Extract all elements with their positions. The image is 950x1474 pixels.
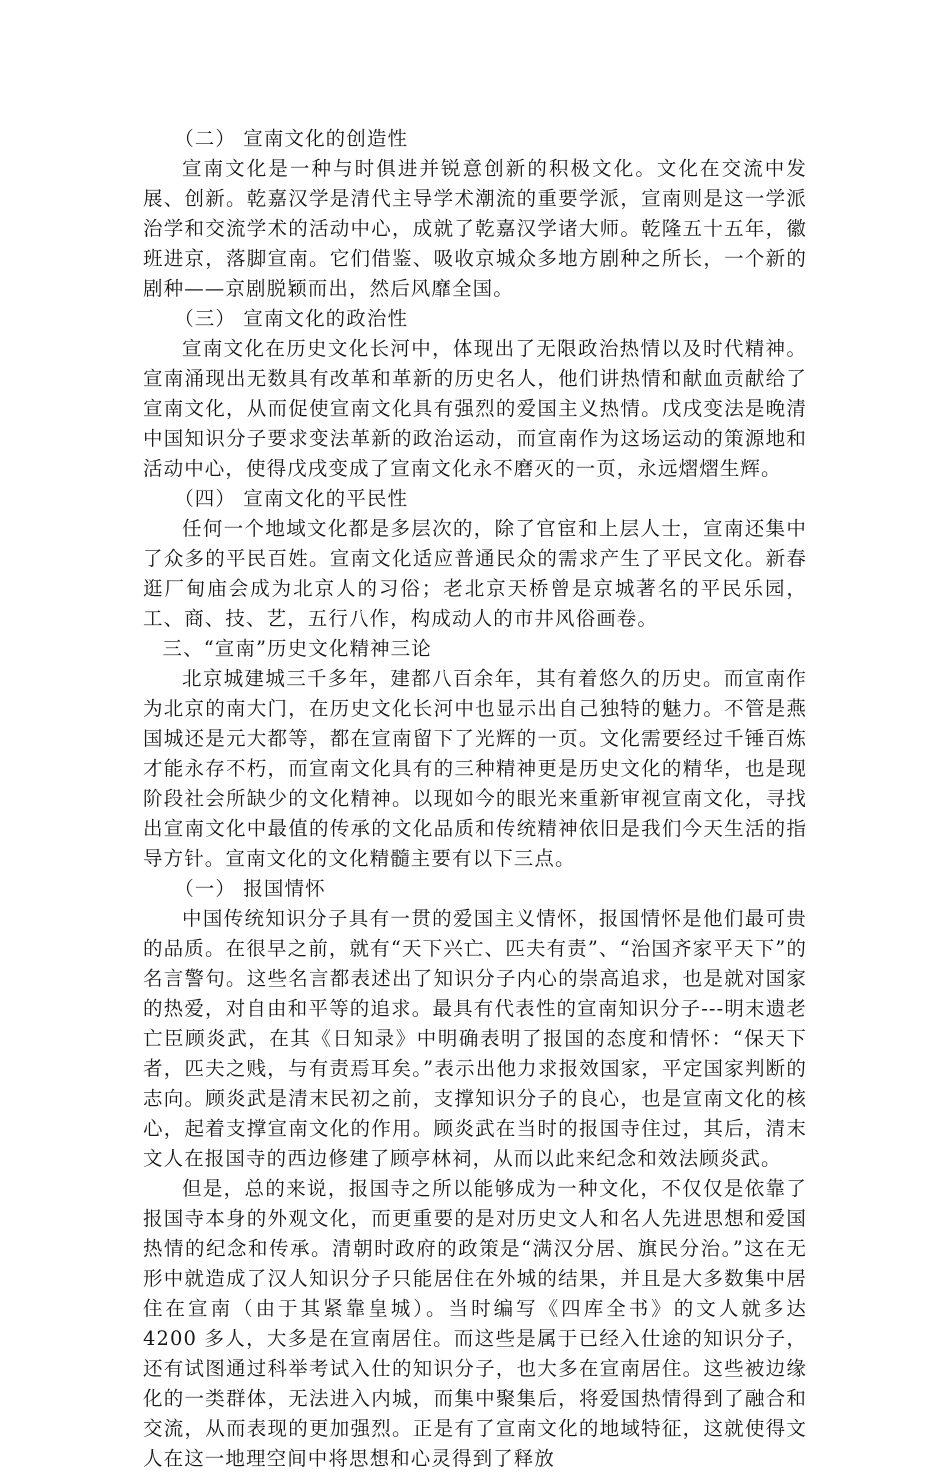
- paragraph-baoguo-temple: 但是，总的来说，报国寺之所以能够成为一种文化，不仅仅是依靠了报国寺本身的外观文化，而更重要的是对历史文人和名人先进思想和爱国热情的纪念和传承。清朝时政府的政策是“满汉分居、旗民分治。”这在无形中就造成了汉人知识分子只能居住在外城的结果，并且是大多数集中居住在宣南（由于其紧靠皇城）。当时编写《四库全书》的文人就多达 4200 多人，大多是在宣南居住。而这些是属于已经入仕途的知识分子，还有试图通过科举考试入仕的知识分子，也大多在宣南居住。这些被边缘化的一类群体，无法进入内城，而集中聚集后，将爱国热情得到了融合和交流，从而表现的更加强烈。正是有了宣南文化的地域特征，这就使得文人在这一地理空间中将思想和心灵得到了释放: [143, 1177, 807, 1470]
- paragraph-patriotism: 中国传统知识分子具有一贯的爱国主义情怀，报国情怀是他们最可贵的品质。在很早之前，就有“天下兴亡、匹夫有责”、“治国齐家平天下”的名言警句。这些名言都表述出了知识分子内心的崇高追求，也是就对国家的热爱，对自由和平等的追求。最具有代表性的宣南知识分子---明末遗老亡臣顾炎武，在其《日知录》中明确表明了报国的态度和情怀：“保天下者，匹夫之贱，与有责焉耳矣。”表示出他力求报效国家，平定国家判断的志向。顾炎武是清末民初之前，支撑知识分子的良心，也是宣南文化的核心，起着支撑宣南文化的作用。顾炎武在当时的报国寺住过，其后，清末文人在报国寺的西边修建了顾亭林祠，从而以此来纪念和效法顾炎武。: [143, 907, 807, 1170]
- paragraph-three-spirits-intro: 北京城建城三千多年，建都八百余年，其有着悠久的历史。而宣南作为北京的南大门，在历史文化长河中也显示出自己独特的魅力。不管是燕国城还是元大都等，都在宣南留下了光辉的一页。文化需要经过千锤百炼才能永存不朽，而宣南文化具有的三种精神更是历史文化的精华，也是现阶段社会所缺少的文化精神。以现如今的眼光来重新审视宣南文化，寻找出宣南文化中最值的传承的文化品质和传统精神依旧是我们今天生活的指导方针。宣南文化的文化精髓主要有以下三点。: [143, 667, 807, 870]
- paragraph-political: 宣南文化在历史文化长河中，体现出了无限政治热情以及时代精神。宣南涌现出无数具有改革和革新的历史名人，他们讲热情和献血贡献给了宣南文化，从而促使宣南文化具有强烈的爱国主义热情。戊戌变法是晚清中国知识分子要求变法革新的政治运动，而宣南作为这场运动的策源地和活动中心，使得戊戌变成了宣南文化永不磨灭的一页，永远熠熠生辉。: [143, 337, 807, 480]
- paragraph-creativity: 宣南文化是一种与时俱进并锐意创新的积极文化。文化在交流中发展、创新。乾嘉汉学是清代主导学术潮流的重要学派，宣南则是这一学派治学和交流学术的活动中心，成就了乾嘉汉学诸大师。乾隆五十五年，徽班进京，落脚宣南。它们借鉴、吸收京城众多地方剧种之所长，一个新的剧种——京剧脱颖而出，然后风靡全国。: [143, 157, 807, 300]
- chapter-heading-three-spirits: 三、“宣南”历史文化精神三论: [162, 637, 432, 660]
- section-heading-patriotism: （一） 报国情怀: [174, 877, 326, 900]
- section-heading-civilian: （四） 宣南文化的平民性: [174, 487, 409, 510]
- document-body: [143, 124, 807, 1474]
- section-heading-political: （三） 宣南文化的政治性: [174, 307, 409, 330]
- section-heading-creativity: （二） 宣南文化的创造性: [174, 127, 409, 150]
- paragraph-civilian: 任何一个地域文化都是多层次的，除了官宦和上层人士，宣南还集中了众多的平民百姓。宣南文化适应普通民众的需求产生了平民文化。新春逛厂甸庙会成为北京人的习俗；老北京天桥曾是京城著名的平民乐园，工、商、技、艺，五行八作，构成动人的市井风俗画卷。: [143, 517, 807, 630]
